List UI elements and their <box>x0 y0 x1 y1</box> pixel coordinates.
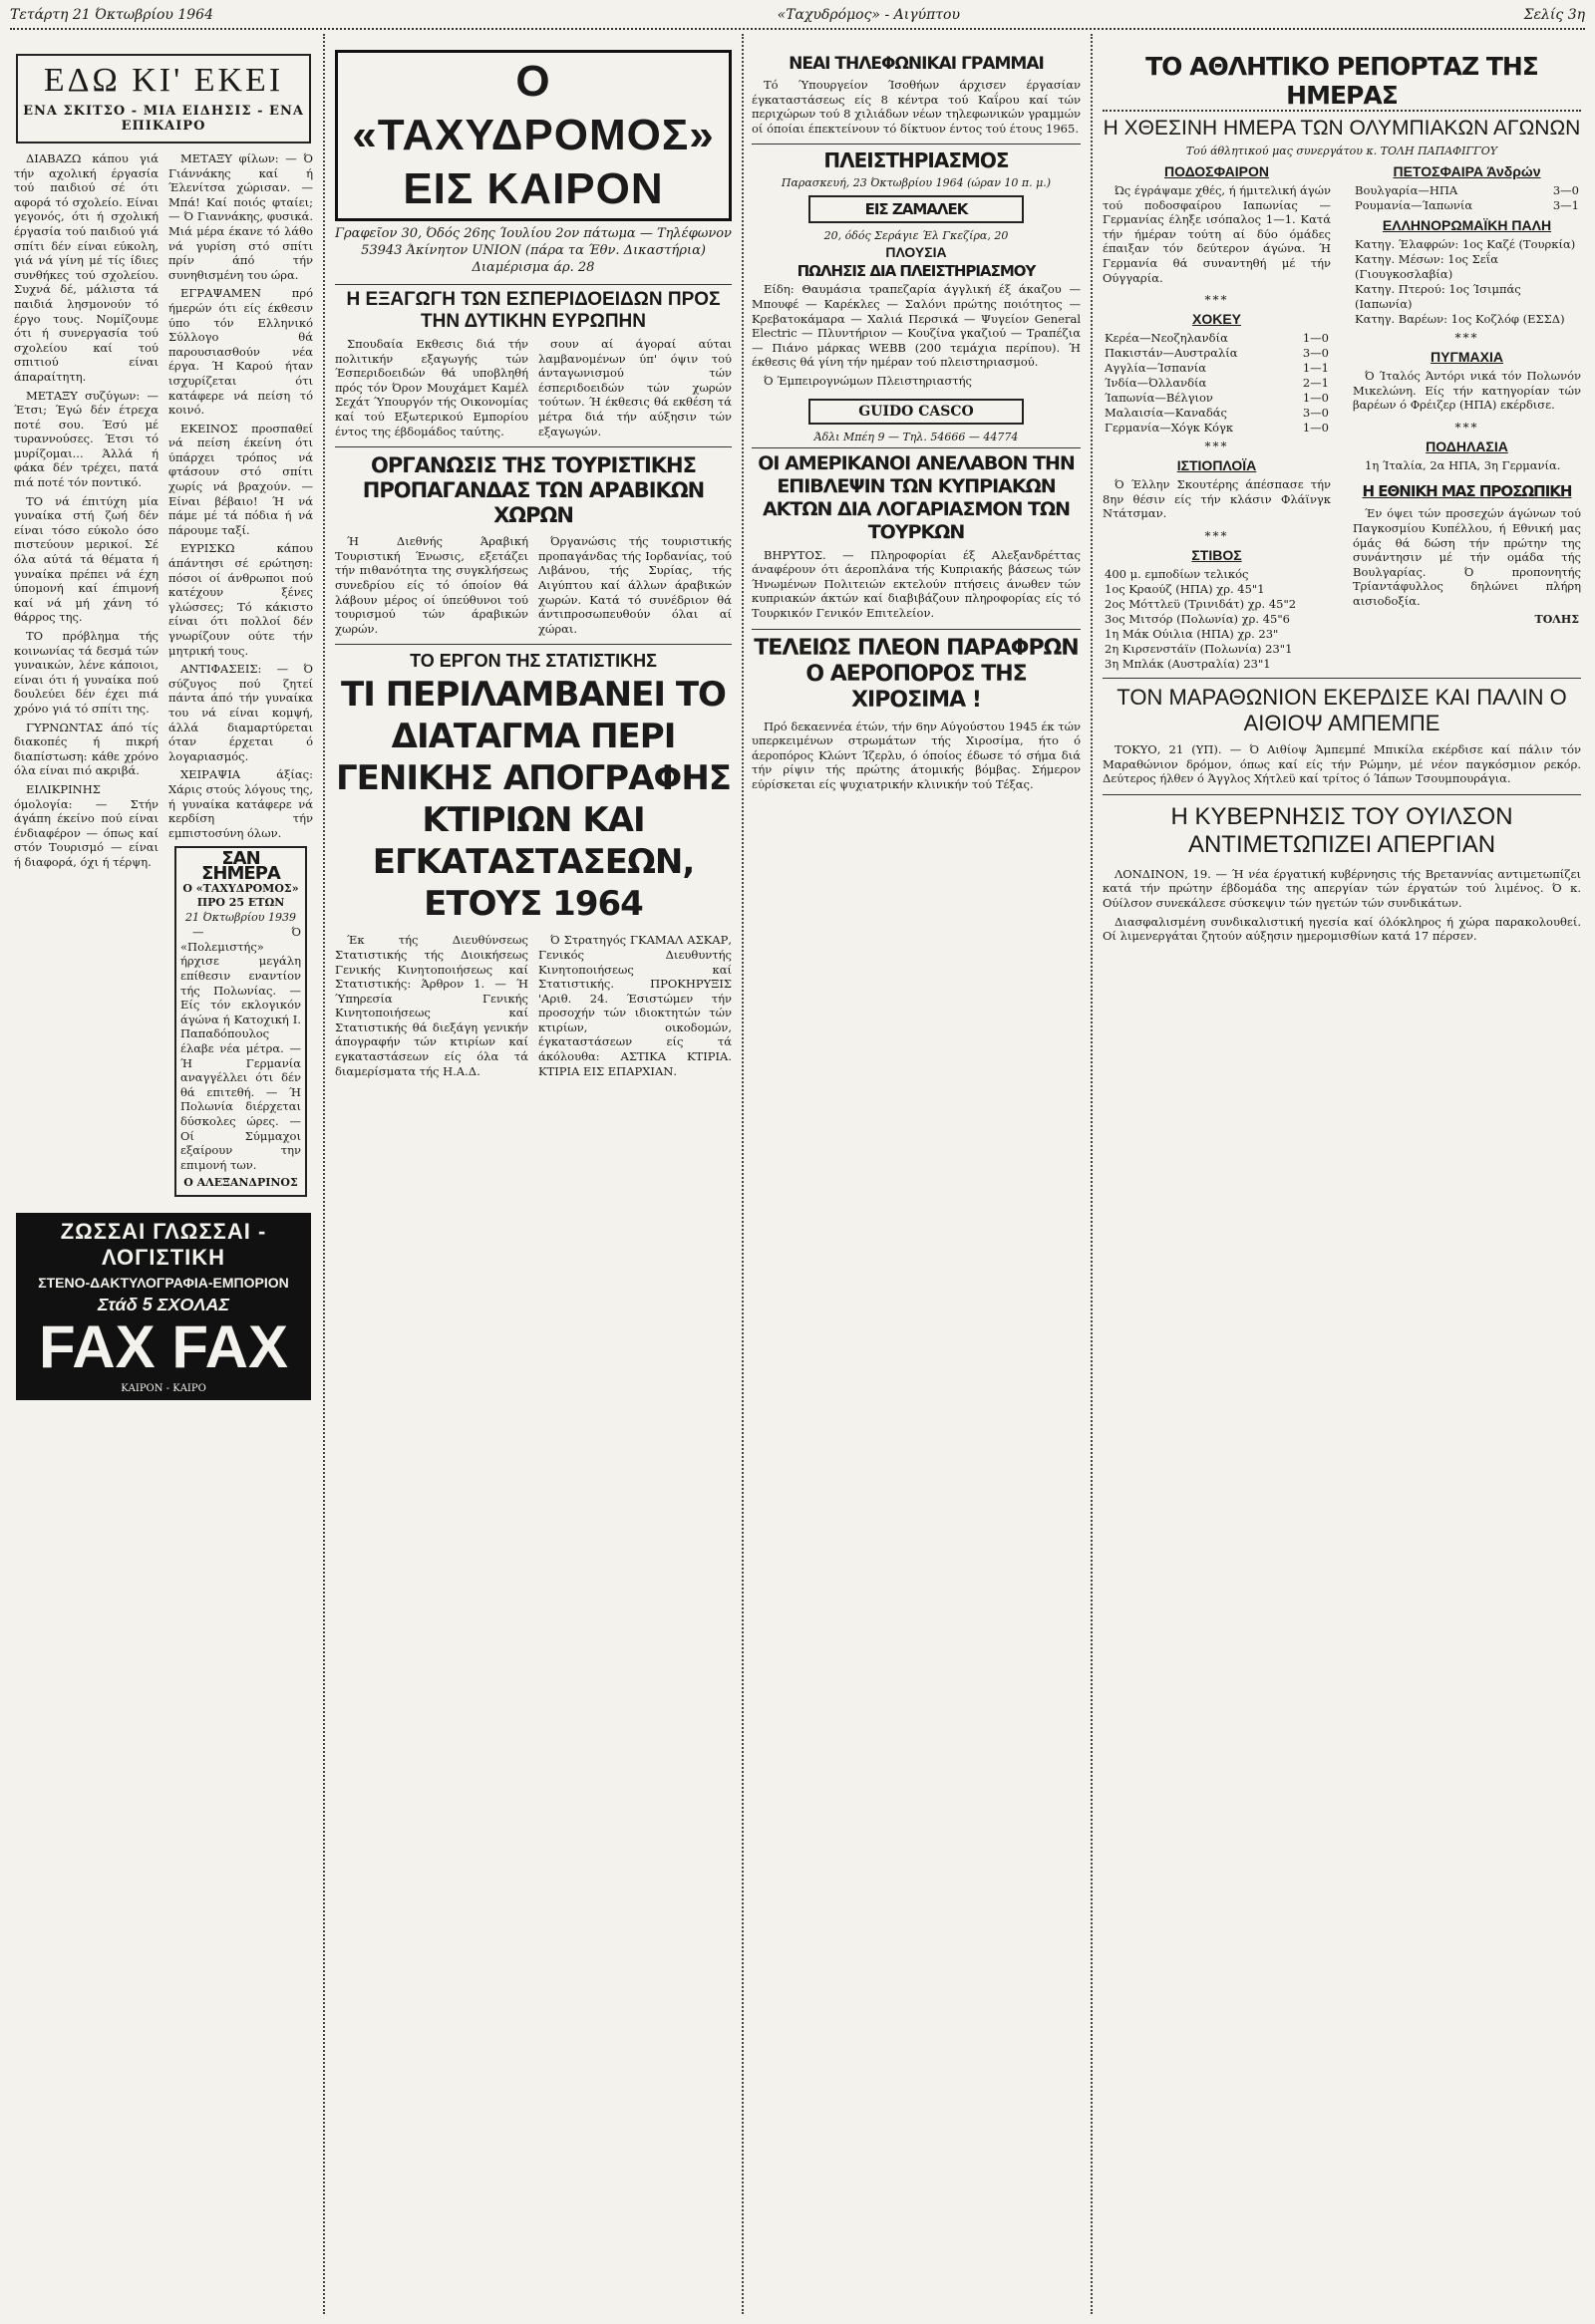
ad-line: Στάδ 5 ΣΧΟΛΑΣ <box>98 1294 229 1314</box>
result-row: Γερμανία—Χόγκ Κόγκ 1—0 <box>1105 421 1329 436</box>
article-body <box>1103 742 1581 790</box>
box-signature: Ο ΑΛΕΞΑΝΔΡΙΝΟΣ <box>183 1176 298 1190</box>
sports-section-title: ΤΟ ΑΘΛΗΤΙΚΟ ΡΕΠΟΡΤΑΖ ΤΗΣ ΗΜΕΡΑΣ <box>1103 52 1581 112</box>
article-paragraph: Όργανώσις τής τουριστικής προπαγάνδας τής Ιορδανίας, τού Λιβάνου, τής Συρίας, τής Αιγύπτου καί άλλων άραβικών χωρών. Κατά τό συνέδριον θά άντιπροσωπευθούν όλαι αί χώραι. <box>538 534 732 636</box>
byline: Τού άθλητικού μας συνεργάτου κ. ΤΟΛΗ ΠΑΠΑΦΙΓΓΟΥ <box>1185 145 1498 157</box>
article-body <box>752 548 1081 625</box>
paper-name: «Ταχυδρόμος» - Αιγύπτου <box>777 7 960 23</box>
auction-address: 20, όδός Σεράγιε Έλ Γκεζίρα, 20 <box>823 229 1009 243</box>
sport-heading: ΙΣΤΙΟΠΛΟΪΑ <box>1176 457 1257 474</box>
box-text: — Ό «Πολεμιστής» ήρχισε μεγάλη επίθεσιν εναντίον τής Πολωνίας. — Είς τόν εκλογικόν άγώνα ή Κατοχική Ι. Παπαδόπουλος έλαβε νέα μέτρα. — Ή Γερμανία αναγγέλλει ότι δέν θά επιτεθή. — Ή Πολωνία διέρχεται δύσκολες ώρες. — Οί Σύμμαχοι εξαίρουν την επιμονή των. <box>180 925 301 1172</box>
article-headline: Η ΕΘΝΙΚΗ ΜΑΣ ΠΡΟΣΩΠΙΚΗ <box>1362 482 1572 501</box>
article-body <box>335 534 732 640</box>
box-subtitle: ΠΡΟ 25 ΕΤΩΝ <box>196 896 285 910</box>
auction-location: ΕΙΣ ΖΑΜΑΛΕΚ <box>808 195 1023 223</box>
auction-kind: ΠΩΛΗΣΙΣ ΔΙΑ ΠΛΕΙΣΤΗΡΙΑΣΜΟΥ <box>797 262 1036 281</box>
result-line: 1η Μάκ Ούιλια (ΗΠΑ) χρ. 23" <box>1105 626 1279 641</box>
section-header-box <box>16 54 311 144</box>
article-paragraph: ΤΟ νά έπιτύχη μία γυναίκα στή ζωή δέν είναι τόσο εύκολο όσο πιστεύουν μερικοί. Σέ όλα αύτά τά θέματα ή γυναίκα πρέπει νά έχη ύπομονή καί έπιμονή καί νά μή χάνη τό θάρρος της. <box>14 493 159 625</box>
page-number: Σελίς 3η <box>1523 7 1585 23</box>
article-paragraph: ΓΥΡΝΩΝΤΑΣ άπό τίς διακοπές ή πικρή διαπίστωση: κάθε χρόνο όλα είναι πιό ακριβά. <box>14 720 159 778</box>
column-rule <box>323 34 325 2314</box>
result-row: Βουλγαρία—ΗΠΑ 3—0 <box>1355 183 1579 197</box>
article-paragraph: Έν όψει τών προσεχών άγώνων τού Παγκοσμίου Κυπέλλου, ή Εθνική μας όμάς θά δώση τήν πρώτην της συνάντησιν μέ τήν ομάδα τής Βουλγαρίας. Ό προπονητής Τρίαντάφυλλος δηλώνει πλήρη αισιοδοξία. <box>1353 506 1581 608</box>
sport-heading: ΠΟΔΟΣΦΑΙΡΟΝ <box>1163 163 1270 179</box>
article-headline: Η ΕΞΑΓΩΓΗ ΤΩΝ ΕΣΠΕΡΙΔΟΕΙΔΩΝ ΠΡΟΣ ΤΗΝ ΔΥΤΙΚΗΝ ΕΥΡΩΠΗΝ <box>346 289 721 332</box>
sports-results <box>1097 159 1587 674</box>
article-kicker: ΤΟ ΕΡΓΟΝ ΤΗΣ ΣΤΑΤΙΣΤΙΚΗΣ <box>410 651 657 672</box>
divider <box>752 629 1081 630</box>
athletics-results <box>1105 567 1329 672</box>
result-row: Αγγλία—Ίσπανία 1—1 <box>1105 361 1329 376</box>
article-headline: ΤΕΛΕΙΩΣ ΠΛΕΟΝ ΠΑΡΑΦΡΩΝ Ο ΑΕΡΟΠΟΡΟΣ ΤΗΣ ΧΙΡΟΣΙΜΑ ! <box>754 635 1079 713</box>
article-body <box>752 78 1081 140</box>
separator: *** <box>1454 420 1479 435</box>
result-line: 400 μ. εμποδίων τελικός <box>1105 566 1249 581</box>
article-paragraph: 1η Ίταλία, 2α ΗΠΑ, 3η Γερμανία. <box>1365 457 1561 472</box>
article-body <box>752 282 1081 392</box>
article-headline: ΝΕΑΙ ΤΗΛΕΦΩΝΙΚΑΙ ΓΡΑΜΜΑΙ <box>789 54 1044 74</box>
separator: *** <box>1204 439 1229 454</box>
auction-kind: ΠΛΟΥΣΙΑ <box>885 244 947 261</box>
ad-address: ΚΑΙΡΟΝ - ΚΑΙΡΟ <box>121 1382 206 1394</box>
result-line: Κατηγ. Έλαφρών: 1ος Καζέ (Τουρκία) <box>1355 237 1576 251</box>
result-line: 3η Μπλάκ (Αυστραλία) 23"1 <box>1105 656 1271 671</box>
article-body <box>1103 867 1581 948</box>
article-body <box>752 720 1081 796</box>
article-paragraph: ΕΥΡΙΣΚΩ κάπου άπάντησι σέ ερώτηση: πόσοι οί άνθρωποι πού κατέχουν ξένες γλώσσες; Τό κάκιστο είναι ότι πολλοί δέν γνωρίζουν ούτε τήν μητρική τους. <box>168 541 313 658</box>
result-row: Πακιστάν—Αυστραλία 3—0 <box>1105 346 1329 361</box>
article-paragraph: Ό Έλλην Σκουτέρης άπέσπασε τήν 8ην θέσιν είς τήν κλάσιν Φλάϊνγκ Ντάτσμαν. <box>1103 477 1331 521</box>
article-paragraph: Ώς έγράψαμε χθές, ή ήμιτελική άγών τού ποδοσφαίρου Ιαπωνίας — Γερμανίας έληξε ισόπαλος 1—1. Κατά τήν ήμέραν τούτη αί δύο όμάδες έπαιξαν τόν δεύτερον άγώνα. Ή Γερμανία θά συναντηθή μέ τήν Ούγγαρία. <box>1103 183 1331 285</box>
article-paragraph: ΛΟΝΔΙΝΟΝ, 19. — Ή νέα έργατική κυβέρνησις τής Βρεταννίας αντιμετωπίζει κατά τήν πρώτην έβδομάδα της απεργίαν τών έργατών τού λιμένος. Ό κ. Ούίλσον συνεκάλεσε σύσκεψιν τών ηγετών τών συνδικάτων. <box>1103 866 1581 910</box>
article-paragraph: Τό Ύπουργείον Ίσοθήων άρχισεν έργασίαν έγκαταστάσεως είς 8 κέντρα τού Καΐρου καί τών περιχώρων τού 8 χιλιάδων νέων τηλεφωνικών γραμμών οί όποίαι έπεκτείνουν τό δίκτυον έντος τού έτους 1965. <box>752 78 1081 136</box>
result-line: 2η Κιρσενστάϊν (Πολωνία) 23"1 <box>1105 641 1293 656</box>
article-paragraph: Ό Ίταλός Άντόρι νικά τόν Πολωνόν Μικελώνη. Είς τήν κατηγορίαν τών βαρέων ό Φρέιζερ (ΗΠΑ) εκέρδισε. <box>1353 369 1581 413</box>
result-row: Ρουμανία—Ίαπωνία 3—1 <box>1355 198 1579 212</box>
section-subtitle: ΕΝΑ ΣΚΙΤΣΟ - ΜΙΑ ΕΙΔΗΣΙΣ - ΕΝΑ ΕΠΙΚΑΙΡΟ <box>23 104 304 134</box>
result-line: 3ος Μιτσόρ (Πολωνία) χρ. 45"6 <box>1105 611 1290 626</box>
box-subtitle: Ο «ΤΑΧΥΔΡΟΜΟΣ» <box>182 881 299 895</box>
article-paragraph: Σπουδαία Εκθεσις διά τήν πολιτικήν εξαγωγής τών Έσπεριδοειδών θά υποβληθή πρός τόν Όρον Μουχάμετ Καμέλ Σεχάτ Ύπουργόν τής Οικονομίας καί τού Εξωτερικού Εμπορίου έντος της έβδομάδος ταύτης. <box>335 337 528 438</box>
divider <box>752 144 1081 145</box>
result-row: Κερέα—Νεοζηλανδία 1—0 <box>1105 331 1329 346</box>
result-row: Ίνδία—Όλλανδία 2—1 <box>1105 376 1329 391</box>
hockey-results <box>1105 331 1329 436</box>
article-paragraph: Ό Στρατηγός ΓΚΑΜΑΛ ΑΣΚΑΡ, Γενικός Διευθυντής Κινητοποιήσεως καί Στατιστικής. ΠΡΟΚΗΡΥΞΙΣ 'Αριθ. 24. Έσιστώμεν τήν προσοχήν τών ιδιοκτητών τών κτιρίων, οικοδομών, έγκαταστάσεων είς τά άκόλουθα: ΑΣΤΙΚΑ ΚΤΙΡΙΑ. ΚΤΙΡΙΑ ΕΙΣ ΕΠΑΡΧΙΑΝ. <box>538 933 732 1078</box>
sport-heading: ΠΟΔΗΛΑΣΙΑ <box>1426 437 1508 454</box>
auction-date: Παρασκευή, 23 Όκτωβρίου 1964 (ώραν 10 π. μ.) <box>781 176 1052 190</box>
article-paragraph: Ή Διεθνής Άραβική Τουριστική Ένωσις, εξετάζει τήν πιθανότητα της συγκλήσεως συνεδρίου είς τό όποίον θά λάβουν μέρος οί ύπεύθυνοι τού τουρισμού τών άραβικών χωρών. <box>335 534 528 636</box>
article-paragraph: ΕΓΡΑΨΑΜΕΝ πρό ήμερών ότι είς έκθεσιν ύπο τόν Ελληνικό Σύλλογο θά παρουσιασθούν νέα έργα. Ή Καρού ήταν ισχυρίζεται ότι κατάφερε νά πείση τό κοινό. <box>168 286 313 418</box>
column-1 <box>8 30 319 2316</box>
issue-date: Τετάρτη 21 Όκτωβρίου 1964 <box>10 7 213 23</box>
article-paragraph: ΕΙΛΙΚΡΙΝΗΣ όμολογία: — Στήν άγάπη έκείνο πού είναι ένδιαφέρον — όπως καί στόν Τουρισμό — είναι ή διαφορά, όχι ή τέρψη. <box>14 781 159 869</box>
auction-headline: ΠΛΕΙΣΤΗΡΙΑΣΜΟΣ <box>823 148 1009 173</box>
article-paragraph: σουν αί άγοραί αύται λαμβανομένων ύπ' όψιν τού άνταγωνισμού τών έσπεριδοειδών τών χωρών τούτων. Ή έκθεσις θά εκθέση τά μέτρα διά τήν αύξησιν τών εξαγωγών. <box>538 337 732 438</box>
article-paragraph: Έκ τής Διευθύνσεως Στατιστικής τής Διοικήσεως Γενικής Κινητοποιήσεως καί Στατιστικής: Άρθρον 1. — Ή Ύπηρεσία Γενικής Κινητοποιήσεως καί Στατιστικής θά διεξάγη γενικήν άπογραφήν τών κτιρίων καί εγκαταστάσεων είς όλα τά διαμερίσματα τής Η.Α.Δ. <box>335 933 528 1078</box>
divider <box>335 446 732 447</box>
separator: *** <box>1204 293 1229 308</box>
on-this-day-box <box>174 846 307 1197</box>
ad-line: ΣΤΕΝΟ-ΔΑΚΤΥΛΟΓΡΑΦΙΑ-ΕΜΠΟΡΙΟΝ <box>38 1274 289 1291</box>
auctioneer-address: Άδλι Μπέη 9 — Τηλ. 54666 — 44774 <box>813 430 1019 443</box>
column-rule <box>742 34 744 2314</box>
article-headline: ΟΡΓΑΝΩΣΙΣ ΤΗΣ ΤΟΥΡΙΣΤΙΚΗΣ ΠΡΟΠΑΓΑΝΔΑΣ ΤΩΝ ΑΡΑΒΙΚΩΝ ΧΩΡΩΝ <box>362 453 705 528</box>
article-headline: ΤΟΝ ΜΑΡΑΘΩΝΙΟΝ ΕΚΕΡΔΙΣΕ ΚΑΙ ΠΑΛΙΝ Ο ΑΙΘΙΟΨ ΑΜΠΕΜΠΕ <box>1116 684 1567 735</box>
result-line: Κατηγ. Πτερού: 1ος Ίσιμπάς (Ιαπωνία) <box>1355 282 1521 311</box>
article-body <box>335 337 732 442</box>
sport-heading: ΧΟΚΕΥ <box>1191 311 1241 328</box>
article-headline: ΤΙ ΠΕΡΙΛΑΜΒΑΝΕΙ ΤΟ ΔΙΑΤΑΓΜΑ ΠΕΡΙ ΓΕΝΙΚΗΣ ΑΠΟΓΡΑΦΗΣ ΚΤΙΡΙΩΝ ΚΑΙ ΕΓΚΑΤΑΣΤΑΣΕΩΝ, ΕΤΟΥΣ 1964 <box>335 675 731 925</box>
ad-line: ΖΩΣΣΑΙ ΓΛΩΣΣΑΙ - ΛΟΓΙΣΤΙΚΗ <box>60 1218 267 1270</box>
article-paragraph: Πρό δεκαεννέα έτών, τήν 6ην Αύγούστου 1945 έκ τών υπερκειμένων στρωμάτων τής Χιροσίμα, ήτο ό άεροπόρος Κλώντ Ίζερλυ, ό όποίος έδωσε τό σήμα διά τήν ρίψιν τής πρώτης άτομικής βόμβας. Σήμερον εύρίσκεται είς ψυχιατρικήν κλινικήν τού Τέξας. <box>752 719 1081 791</box>
separator: *** <box>1454 331 1479 345</box>
article-paragraph: ΤΟΚΥΟ, 21 (ΥΠ). — Ό Αιθίοψ Άμπεμπέ Μπικίλα εκέρδισε καί πάλιν τόν Μαραθώνιον δρόμον, όπως καί είς τήν Ρώμην, μέ νέον παγκόσμιον ρεκόρ. Δεύτερος ήλθεν ό Άγγλος Χήτλεϋ καί τρίτος ό Ίάπων Τσουμπουράγια. <box>1103 741 1581 786</box>
volleyball-results <box>1355 183 1579 213</box>
sport-heading: ΠΥΓΜΑΧΙΑ <box>1431 349 1503 365</box>
wrestling-results <box>1355 237 1579 327</box>
divider <box>752 447 1081 448</box>
article-paragraph: ΜΕΤΑΞΥ φίλων: — Ό Γιάννάκης καί ή Έλενίτσα χώρισαν. — Μπά! Καί ποιός φταίει; — Ό Γιαννάκης, φυσικά. Μιά μέρα έκανε τό λάθο νά γυρίση στό σπίτι πρίν άπό τήν συνηθισμένη του ώρα. <box>168 151 313 282</box>
school-advertisement <box>16 1213 311 1400</box>
box-date: 21 Όκτωβρίου 1939 <box>185 910 296 924</box>
article-paragraph: ΧΕΙΡΑΨΙΑ άξίας: Χάρις στούς λόγους της, ή γυναίκα κατάφερε νά κερδίση τήν εμπιστοσύνη όλων. <box>168 767 313 840</box>
section-title: ΕΔΩ ΚΙ' ΕΚΕΙ <box>43 62 284 99</box>
divider <box>335 284 732 285</box>
running-head <box>10 2 1585 30</box>
article-paragraph: Ό Έμπειρογνώμων Πλειστηριαστής <box>764 373 972 388</box>
article-headline: Η ΚΥΒΕΡΝΗΣΙΣ ΤΟΥ ΟΥΙΛΣΟΝ ΑΝΤΙΜΕΤΩΠΙΖΕΙ ΑΠΕΡΓΙΑΝ <box>1170 802 1513 858</box>
sport-heading: ΣΤΙΒΟΣ <box>1191 546 1242 563</box>
signature: ΤΟΛΗΣ <box>1534 612 1579 626</box>
sport-heading: ΠΕΤΟΣΦΑΙΡΑ Άνδρών <box>1393 163 1541 179</box>
article-paragraph: ΜΕΤΑΞΥ συζύγων: — Έτσι; Έγώ δέν έτρεχα ποτέ σου. Έσύ μέ τυραννούσες. Έτσι τό μυρίζομαι... Άλλά ή φάκα δέν τρέχει, πατά πιά ποτέ τόν ποντικό. <box>14 388 159 490</box>
article-paragraph: ΤΟ πρόβλημα τής κοινωνίας τά δεσμά τών γυναικών, λένε κάποιοι, είναι ότι ή γυναίκα πού δουλεύει δέν έχει πιά χρόνο γιά τό σπίτι της. <box>14 629 159 716</box>
article-paragraph: ΑΝΤΙΦΑΣΕΙΣ: — Ό σύζυγος πού ζητεί πάντα άπό τήν γυναίκα του νά είναι κομψή, άλλά διαμαρτύρεται όταν έρχεται ό λογαριασμός. <box>168 662 313 763</box>
article-paragraph: ΒΗΡΥΤΟΣ. — Πληροφορίαι έξ Αλεξανδρέττας άναφέρουν ότι άεροπλάνα τής Κυπριακής βάσεως τών Ήνωμένων Πολιτειών εκτελούν πτήσεις άνωθεν τών κυπριακών άκτών καί διαβιβάζουν πληροφορίας είς τό Τουρκικόν Γενικόν Επιτελείον. <box>752 547 1081 620</box>
column-2 <box>329 30 738 2316</box>
ad-logo-text: FAX FAX <box>38 1312 289 1380</box>
result-line: 2ος Μόττλεϋ (Τρινιδάτ) χρ. 45"2 <box>1105 596 1297 611</box>
office-address: Γραφεῖον 30, Όδός 26ης Ίουλίου 2ον πάτωμα — Τηλέφωνον 53943 Άκίνητον UNION (πάρα τα Έθν. Δικαστήρια) Διαμέρισμα άρ. 28 <box>335 226 732 275</box>
column-4 <box>1097 30 1587 2316</box>
article-body <box>335 933 732 1082</box>
column-3 <box>746 30 1087 2316</box>
article-headline: Η ΧΘΕΣΙΝΗ ΗΜΕΡΑ ΤΩΝ ΟΛΥΜΠΙΑΚΩΝ ΑΓΩΝΩΝ <box>1103 117 1581 140</box>
article-paragraph: Διασφαλισμένη συνδικαλιστική ηγεσία καί όλόκληρος ή χώρα παρακολουθεί. Οί λιμενεργάται ζητούν αύξησιν ημερομισθίων κατά 17 πέρσεν. <box>1103 914 1581 944</box>
masthead: Ο «ΤΑΧΥΔΡΟΜΟΣ» ΕΙΣ ΚΑΙΡΟΝ <box>335 50 732 221</box>
result-line: 1ος Κραούζ (ΗΠΑ) χρ. 45"1 <box>1105 581 1265 596</box>
column-text <box>14 151 313 1203</box>
article-paragraph: ΕΚΕΙΝΟΣ προσπαθεί νά πείση έκείνη ότι ύπάρχει τρόπος νά φτάσουν στό σπίτι χωρίς νά βραχούν. — Είναι βέβαιο! Ή νά πάμε μέ τά πόδια ή νά πάρουμε ταξί. <box>168 421 313 537</box>
article-paragraph: Είδη: Θαυμάσια τραπεζαρία άγγλική έξ άκαζου — Μπουφέ — Καρέκλες — Σαλόνι πρώτης ποιότητος — Κρεβατοκάμαρα — Χαλιά Περσικά — Ψυγείον General Electric — Πλυντήριον — Κουζίνα γκαζιού — Τραπέζια — Πιάνο μάρκας WEBB (200 τεμάχια περίπου). Ή έκθεσις θά γίνη τήν ημέραν τού πλειστηριασμού. <box>752 282 1081 370</box>
divider <box>335 644 732 645</box>
box-title: ΣΑΝ ΣΗΜΕΡΑ <box>201 848 280 884</box>
article-headline: ΟΙ ΑΜΕΡΙΚΑΝΟΙ ΑΝΕΛΑΒΟΝ ΤΗΝ ΕΠΙΒΛΕΨΙΝ ΤΩΝ ΚΥΠΡΙΑΚΩΝ ΑΚΤΩΝ ΔΙΑ ΛΟΓΑΡΙΑΣΜΟΝ ΤΩΝ ΤΟΥΡΚΩΝ <box>758 451 1075 543</box>
result-line: Κατηγ. Μέσων: 1ος Σεΐα (Γιουγκοσλαβία) <box>1355 252 1498 281</box>
column-rule <box>1091 34 1093 2314</box>
result-row: Ίαπωνία—Βέλγιον 1—0 <box>1105 391 1329 406</box>
auctioneer-name: GUIDO CASCO <box>808 399 1023 425</box>
result-row: Μαλαισία—Καναδάς 3—0 <box>1105 406 1329 421</box>
result-line: Κατηγ. Βαρέων: 1ος Κοζλόφ (ΕΣΣΔ) <box>1355 312 1565 326</box>
sport-heading: ΕΛΛΗΝΟΡΩΜΑΪΚΗ ΠΑΛΗ <box>1382 217 1552 233</box>
separator: *** <box>1204 528 1229 543</box>
divider <box>1103 678 1581 679</box>
article-paragraph: ΔΙΑΒΑΖΩ κάπου γιά τήν αχολική έργασία τού παιδιού σέ ότι αφορά τό σχολείο. Είναι γεγονός, ότι ή σχολική έργασία τού παιδιού γιά σπίτι δέν είναι εύκολη, γιά νά γίνη μέ τίς ίδιες συνθήκες τού σχολείου. Συχνά δέ, μάλιστα τά παιδιά λησμονούν τό έργο τους. Νομίζουμε ότι ή συνεργασία τού σχολείου καί τού σπιτιού είναι άπαραίτητη. <box>14 151 159 384</box>
divider <box>1103 794 1581 795</box>
